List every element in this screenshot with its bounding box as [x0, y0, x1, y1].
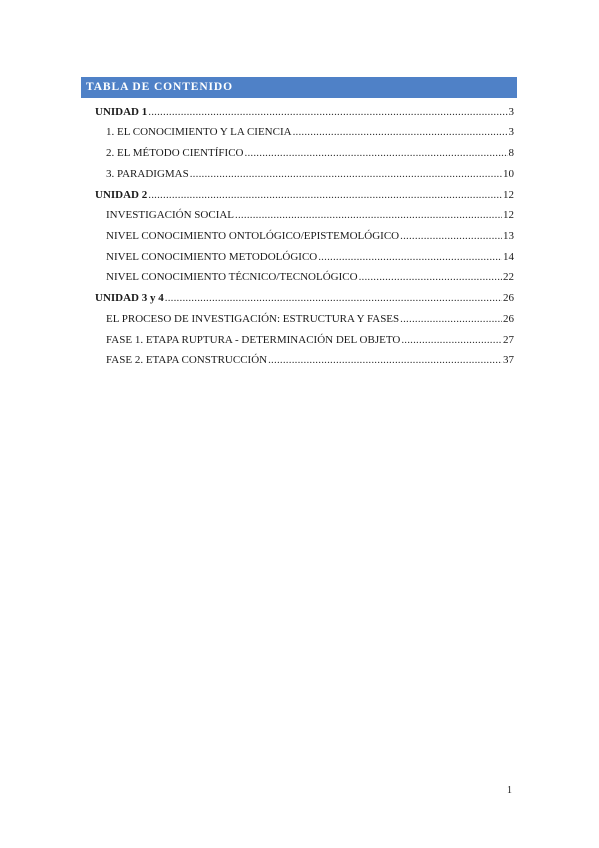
dot-leader: [318, 249, 502, 265]
dot-leader: [268, 352, 502, 368]
toc-entry-conocimiento-ciencia[interactable]: [106, 124, 514, 140]
toc-entry-proceso-investigacion[interactable]: [106, 311, 514, 327]
toc-entry-page: 14: [503, 251, 514, 263]
toc-entry-page: 12: [503, 209, 514, 221]
dot-leader: [401, 332, 502, 348]
toc-entry-unidad-3-4[interactable]: [95, 290, 514, 306]
toc-entry-fase-1[interactable]: [106, 332, 514, 348]
toc-entry-page: 37: [503, 354, 514, 366]
dot-leader: [235, 207, 502, 223]
toc-entry-page: 10: [503, 168, 514, 180]
toc-entry-page: 8: [508, 147, 514, 159]
toc-entry-page: 26: [503, 292, 514, 304]
toc-entry-paradigmas[interactable]: [106, 166, 514, 182]
toc-entry-page: 3: [508, 106, 514, 118]
dot-leader: [400, 228, 502, 244]
toc-entry-unidad-1[interactable]: [95, 104, 514, 120]
toc-entry-nivel-metodologico[interactable]: [106, 249, 514, 265]
toc-entry-nivel-ontologico[interactable]: [106, 228, 514, 244]
page-number: 1: [507, 785, 512, 796]
toc-entry-title: UNIDAD 2: [95, 189, 148, 201]
toc-entry-title: FASE 2. ETAPA CONSTRUCCIÓN: [106, 354, 268, 366]
toc-entry-title: NIVEL CONOCIMIENTO METODOLÓGICO: [106, 251, 318, 263]
toc-entry-title: NIVEL CONOCIMIENTO TÉCNICO/TECNOLÓGICO: [106, 271, 358, 283]
toc-entry-title: 1. EL CONOCIMIENTO Y LA CIENCIA: [106, 126, 292, 138]
toc-entry-title: 2. EL MÉTODO CIENTÍFICO: [106, 147, 244, 159]
dot-leader: [293, 124, 508, 140]
toc-entry-title: NIVEL CONOCIMIENTO ONTOLÓGICO/EPISTEMOLÓGICO: [106, 230, 400, 242]
dot-leader: [359, 269, 502, 285]
dot-leader: [190, 166, 502, 182]
toc-entry-unidad-2[interactable]: [95, 187, 514, 203]
dot-leader: [245, 145, 508, 161]
dot-leader: [400, 311, 502, 327]
toc-entry-title: INVESTIGACIÓN SOCIAL: [106, 209, 235, 221]
toc-entry-page: 12: [503, 189, 514, 201]
toc-entry-metodo-cientifico[interactable]: [106, 145, 514, 161]
toc-entry-title: FASE 1. ETAPA RUPTURA - DETERMINACIÓN DEL OBJETO: [106, 334, 401, 346]
dot-leader: [148, 104, 507, 120]
toc-title: TABLA DE CONTENIDO: [81, 77, 517, 98]
toc-entry-investigacion-social[interactable]: [106, 207, 514, 223]
toc-entry-page: 26: [503, 313, 514, 325]
toc-entry-title: UNIDAD 1: [95, 106, 148, 118]
toc-entry-page: 22: [503, 271, 514, 283]
toc-entry-fase-2[interactable]: [106, 352, 514, 368]
dot-leader: [148, 187, 502, 203]
toc-entry-title: 3. PARADIGMAS: [106, 168, 189, 180]
toc-entry-title: EL PROCESO DE INVESTIGACIÓN: ESTRUCTURA Y FASES: [106, 313, 400, 325]
toc-entry-page: 13: [503, 230, 514, 242]
toc-entry-nivel-tecnico[interactable]: [106, 269, 514, 285]
toc-entry-page: 27: [503, 334, 514, 346]
dot-leader: [165, 290, 502, 306]
toc-entry-page: 3: [508, 126, 514, 138]
toc-entry-title: UNIDAD 3 y 4: [95, 292, 164, 304]
